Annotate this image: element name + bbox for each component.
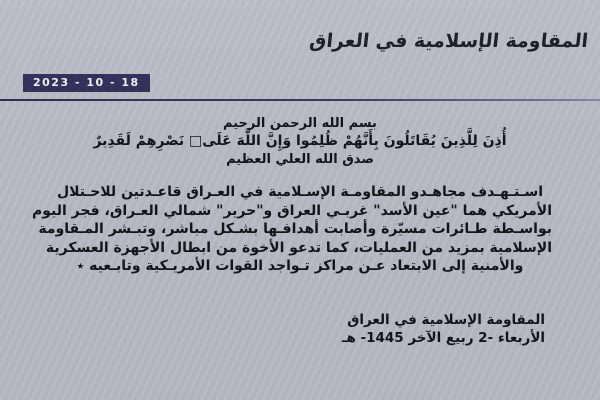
body-line: الأمريكي هما "عين الأسد" غربـي العراق و"حرير" شمالي العـراق، فجر اليوم [31, 202, 552, 219]
date-badge: 2023 - 10 - 18 [23, 74, 150, 92]
basmala-block [30, 115, 570, 168]
org-calligraphy-logo: المقاومة الإسلامية في العراق [308, 30, 590, 52]
body-line: والأمنية إلى الابتعاد عـن مراكز تـواجد القوات الأمريـكية وتابـعيه ٭ [76, 258, 524, 275]
body-line: بواسـطة طـائرات مسيّرة وأصابت أهدافـها بشـكل مباشر، وتبـشر المـقاومة [38, 221, 552, 238]
quran-verse-line: أُذِنَ لِلَّذِينَ يُقَاتَلُونَ بِأَنَّهُمْ ظُلِمُوا وَإِنَّ اللَّهَ عَلَى□ نَصْرِهِمْ لَقَدِيرٌ [93, 133, 507, 149]
sadaqa-line: صدق الله العلي العظيم [226, 152, 374, 167]
signature-date-line: الأربعاء -2 ربيع الآخر 1445- هـ [341, 330, 545, 346]
statement-body [31, 183, 552, 276]
body-line: اسـتـهـدف مجاهـدو المقاومـة الإسـلامية في العـراق قاعـدتين للاحـتلال [56, 184, 544, 200]
signature-org-line: المقاومة الإسلامية في العراق [347, 312, 545, 328]
body-line: الإسلامية بمزيد من العمليات، كما تدعو الأخوة من ابطال الأجهزة العسكرية [45, 239, 552, 256]
signature-block [341, 311, 545, 347]
header-divider [0, 99, 600, 101]
basmala-line: بسم الله الرحمن الرحيم [223, 116, 377, 131]
